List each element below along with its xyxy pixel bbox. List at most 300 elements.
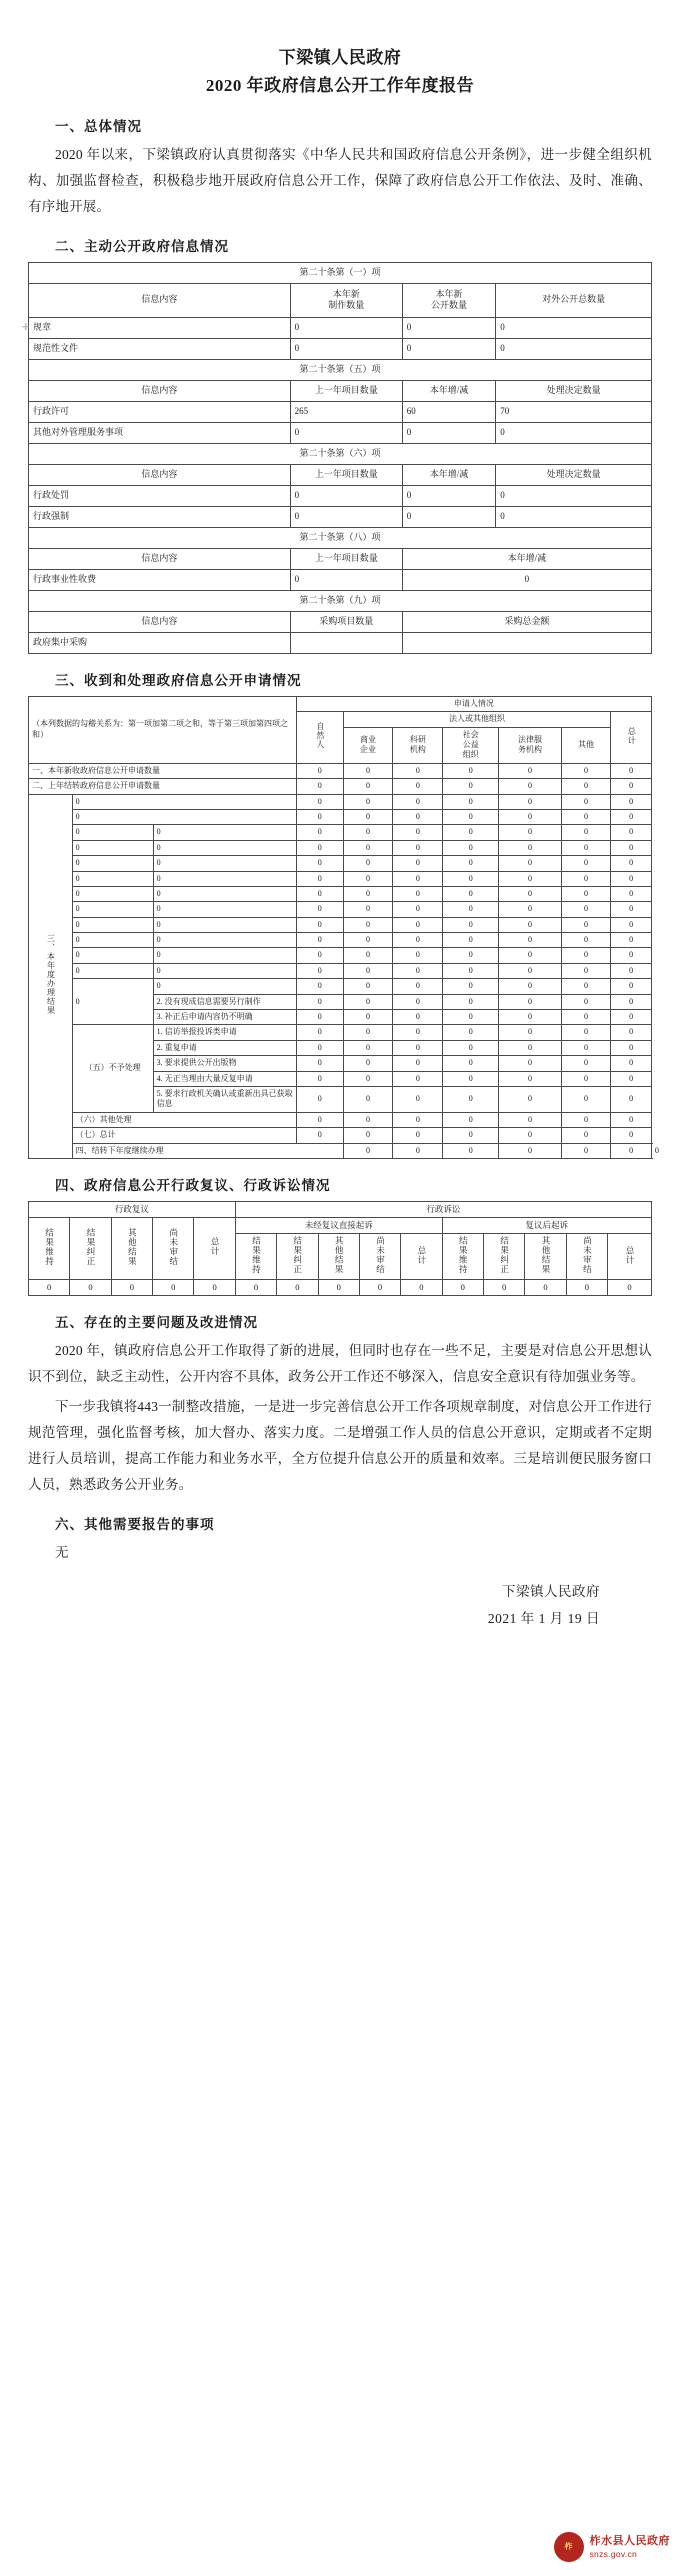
cell-value: 0	[343, 794, 393, 809]
cell-value: 0	[443, 902, 499, 917]
cell-value: 0	[561, 1128, 611, 1143]
cell-value: 0	[443, 856, 499, 871]
cell-value: 0	[402, 506, 495, 527]
cell-value	[402, 632, 651, 653]
cell-value: 0	[499, 871, 561, 886]
col-research: 科研 机构	[393, 727, 443, 763]
cell-value: 0	[393, 840, 443, 855]
col-d-pending: 尚未审结	[359, 1234, 400, 1280]
row-label-guizhang: 规章	[29, 317, 291, 338]
table-requests-handling	[28, 696, 659, 1159]
table-row	[29, 1280, 652, 1296]
government-emblem-icon: 柞	[554, 2532, 584, 2562]
cell-value: 265	[290, 401, 402, 422]
cell-value: 0	[561, 809, 611, 824]
cell-value: 0	[499, 1010, 561, 1025]
cell-value: 0	[296, 871, 343, 886]
col-info-content: 信息内容	[29, 464, 291, 485]
col-d-maintain: 结果维持	[235, 1234, 276, 1280]
cell-value: 0	[561, 794, 611, 809]
cell-value: 0	[343, 994, 393, 1009]
cell-value: 0	[290, 506, 402, 527]
table-row	[29, 979, 652, 994]
col-r-total: 总计	[194, 1217, 235, 1279]
cell-value: 0	[499, 1128, 561, 1143]
cell-value: 0	[343, 1010, 393, 1025]
col-year-change: 本年增/减	[402, 464, 495, 485]
cell-group-label: 0	[72, 794, 296, 809]
row-label-admin-license: 行政许可	[29, 401, 291, 422]
cell-value: 0	[296, 994, 343, 1009]
cell-value: 0	[499, 809, 561, 824]
cell-value: 0	[235, 1280, 276, 1296]
band-article20-6: 第二十条第（六）项	[29, 443, 652, 464]
row-label-admin-fee: 行政事业性收费	[29, 569, 291, 590]
cell-value: 0	[566, 1280, 607, 1296]
cell-value: 0	[296, 917, 343, 932]
table-row	[29, 422, 652, 443]
table-row	[29, 1112, 652, 1127]
table-row	[29, 338, 652, 359]
cell-value: 0	[393, 1025, 443, 1040]
subgroup-after-reconsideration: 复议后起诉	[442, 1217, 651, 1233]
cell-value: 0	[611, 1071, 651, 1086]
cell-sub-label: 0	[153, 825, 296, 840]
section-4-heading: 四、政府信息公开行政复议、行政诉讼情况	[55, 1177, 331, 1193]
cell-value: 0	[343, 871, 393, 886]
cell-value: 0	[443, 809, 499, 824]
cell-sub-label: 0	[153, 979, 296, 994]
cell-value: 0	[393, 948, 443, 963]
cell-value: 0	[194, 1280, 235, 1296]
table-row	[29, 506, 652, 527]
signature-block	[28, 1579, 652, 1632]
cell-value: 0	[296, 779, 343, 794]
cell-value: 0	[611, 794, 651, 809]
cell-value: 0	[343, 856, 393, 871]
cell-value: 0	[443, 948, 499, 963]
cell-value: 0	[443, 763, 499, 778]
cell-sub-label: 0	[153, 933, 296, 948]
cell-value: 60	[402, 401, 495, 422]
cell-value: 0	[443, 1040, 499, 1055]
cell-group-label: 0	[72, 963, 153, 978]
col-new-disclosed: 本年新 公开数量	[402, 283, 495, 317]
table-row	[29, 963, 652, 978]
cell-value: 0	[561, 1086, 611, 1112]
cell-value: 0	[343, 1086, 393, 1112]
cell-value: 0	[402, 317, 495, 338]
cell-value: 0	[499, 1086, 561, 1112]
cell-value: 0	[499, 886, 561, 901]
cell-value: 0	[483, 1280, 524, 1296]
cell-value: 0	[611, 948, 651, 963]
group6-label-other: （六）其他处理	[72, 1112, 296, 1127]
group-applicant: 申请人情况	[296, 696, 651, 711]
cell-value: 0	[499, 1025, 561, 1040]
cell-sub-label: 0	[153, 871, 296, 886]
cell-value: 0	[343, 917, 393, 932]
cell-sub-label: 0	[153, 902, 296, 917]
cell-value: 0	[443, 1143, 499, 1158]
cell-value: 0	[561, 979, 611, 994]
title-line-2: 2020 年政府信息公开工作年度报告	[205, 76, 475, 96]
row-label-admin-penalty: 行政处罚	[29, 485, 291, 506]
band-article20-8: 第二十条第（八）项	[29, 527, 652, 548]
cell-value: 0	[296, 763, 343, 778]
cell-value: 0	[70, 1280, 111, 1296]
cell-value: 0	[393, 809, 443, 824]
cell-value: 0	[296, 840, 343, 855]
row-label-other-services: 其他对外管理服务事项	[29, 422, 291, 443]
cell-value: 0	[296, 1040, 343, 1055]
cell-value: 0	[296, 1056, 343, 1071]
col-r-maintain: 结果维持	[29, 1217, 70, 1279]
col-total: 总计	[611, 712, 651, 764]
cell-value: 0	[343, 1071, 393, 1086]
cell-value: 0	[499, 1056, 561, 1071]
cell-value: 0	[611, 1112, 651, 1127]
section-2-heading: 二、主动公开政府信息情况	[55, 238, 229, 254]
cell-value: 0	[296, 979, 343, 994]
col-d-total: 总计	[401, 1234, 442, 1280]
col-prev-year-count: 上一年项目数量	[290, 380, 402, 401]
cell-value: 0	[343, 1143, 393, 1158]
cell-value: 0	[561, 1112, 611, 1127]
section-1-paragraph: 2020 年以来，下梁镇政府认真贯彻落实《中华人民共和国政府信息公开条例》，进一步健全组织机构、加强监督检查，积极稳步地开展政府信息公开工作，保障了政府信息公开工作依法、及时、准确、有序地开展。	[28, 147, 652, 214]
table-row	[29, 1128, 652, 1143]
cell-value: 0	[496, 506, 652, 527]
cell-group-label: 0	[72, 871, 153, 886]
cell-value: 0	[393, 1128, 443, 1143]
section-5-paragraph-1: 2020 年，镇政府信息公开工作取得了新的进展，但同时也存在一些不足，主要是对信息公开思想认识不到位，缺乏主动性，公开内容不具体，政务公开工作还不够深入，信息安全意识有待加强业务等。	[28, 1343, 652, 1385]
cell-value: 0	[611, 840, 651, 855]
cell-value: 0	[443, 979, 499, 994]
col-a-maintain: 结果维持	[442, 1234, 483, 1280]
row-label-normative: 规范性文件	[29, 338, 291, 359]
cell-group-label: 0	[72, 840, 153, 855]
cell-value: 0	[393, 763, 443, 778]
section-6-heading: 六、其他需要报告的事项	[55, 1516, 215, 1532]
col-natural-person: 自然人	[296, 712, 343, 764]
row-label-central-procurement: 政府集中采购	[29, 632, 291, 653]
col-prev-year-count: 上一年项目数量	[290, 464, 402, 485]
cell-value: 0	[561, 886, 611, 901]
cell-value: 0	[499, 933, 561, 948]
site-name: 柞水县人民政府	[589, 2534, 670, 2547]
col-info-content: 信息内容	[29, 548, 291, 569]
cell-value: 0	[561, 902, 611, 917]
cell-value: 0	[611, 763, 651, 778]
cell-value: 0	[343, 1056, 393, 1071]
row-label-admin-coercion: 行政强制	[29, 506, 291, 527]
cell-value: 0	[402, 422, 495, 443]
cell-value: 0	[561, 948, 611, 963]
cell-value: 0	[393, 902, 443, 917]
cell-group-label: 0	[72, 886, 153, 901]
cell-value: 0	[343, 809, 393, 824]
cell-value: 0	[443, 1071, 499, 1086]
cell-sub-label: 2. 没有现成信息需要另行制作	[153, 994, 296, 1009]
table-row	[29, 948, 652, 963]
cell-value: 0	[290, 569, 402, 590]
cell-value: 0	[443, 1112, 499, 1127]
table-row	[29, 779, 652, 794]
cell-sub-label: 0	[153, 886, 296, 901]
section-1-heading: 一、总体情况	[55, 119, 142, 135]
cell-value: 0	[393, 871, 443, 886]
cell-sub-label: 1. 信访举报投诉类申请	[153, 1025, 296, 1040]
cell-value: 0	[611, 1040, 651, 1055]
cell-value: 0	[343, 1025, 393, 1040]
table-note: （本列数据的勾稽关系为：第一项加第二项之和，等于第三项加第四项之和）	[29, 696, 297, 763]
col-d-corrected: 结果纠正	[277, 1234, 318, 1280]
cell-group-label: 0	[72, 933, 153, 948]
cell-value: 0	[443, 779, 499, 794]
col-r-corrected: 结果纠正	[70, 1217, 111, 1279]
cell-value: 0	[393, 886, 443, 901]
cell-value: 0	[499, 948, 561, 963]
cell-value: 0	[296, 794, 343, 809]
subgroup-direct-litigation: 未经复议直接起诉	[235, 1217, 442, 1233]
cell-value: 0	[496, 317, 652, 338]
cell-value: 0	[561, 963, 611, 978]
cell-value: 0	[499, 994, 561, 1009]
cell-value: 0	[393, 1056, 443, 1071]
cell-value: 0	[611, 886, 651, 901]
cell-sub-label: 2. 重复申请	[153, 1040, 296, 1055]
cell-value: 0	[393, 1112, 443, 1127]
cell-value: 0	[343, 840, 393, 855]
cell-value: 0	[499, 1143, 561, 1158]
cell-value: 0	[443, 994, 499, 1009]
cell-value: 0	[443, 1086, 499, 1112]
col-new-made: 本年新 制作数量	[290, 283, 402, 317]
cell-value: 0	[561, 871, 611, 886]
row-label-carry-next-year: 四、结转下年度继续办理	[72, 1143, 343, 1158]
band-article20-1: 第二十条第（一）项	[29, 262, 652, 283]
cell-value: 0	[561, 1071, 611, 1086]
cell-value: 0	[359, 1280, 400, 1296]
cell-value: 0	[561, 1010, 611, 1025]
cell-value: 0	[296, 948, 343, 963]
col-a-pending: 尚未审结	[566, 1234, 607, 1280]
table-row	[29, 1025, 652, 1040]
cell-value: 0	[561, 1040, 611, 1055]
col-r-other: 其他结果	[111, 1217, 152, 1279]
table-row	[29, 401, 652, 422]
col-a-total: 总计	[608, 1234, 652, 1280]
cell-value: 0	[296, 886, 343, 901]
group-admin-litigation: 行政诉讼	[235, 1201, 651, 1217]
col-procurement-amount: 采购总金额	[402, 611, 651, 632]
col-decision-count: 处理决定数量	[496, 464, 652, 485]
cell-value: 0	[290, 485, 402, 506]
table-reconsideration-litigation	[28, 1201, 652, 1296]
cell-value: 0	[343, 763, 393, 778]
cell-value: 0	[499, 779, 561, 794]
cell-value: 0	[29, 1280, 70, 1296]
cell-value: 0	[496, 422, 652, 443]
table-row	[29, 825, 652, 840]
cell-value: 0	[296, 1128, 343, 1143]
cell-value: 0	[561, 1025, 611, 1040]
col-r-pending: 尚未审结	[153, 1217, 194, 1279]
cell-value: 0	[393, 1071, 443, 1086]
cell-group-label: 0	[72, 902, 153, 917]
cell-value: 0	[343, 886, 393, 901]
col-year-change: 本年增/减	[402, 380, 495, 401]
cell-value: 0	[499, 979, 561, 994]
cell-value: 0	[393, 1143, 443, 1158]
cell-value: 0	[611, 825, 651, 840]
cell-sub-label: 0	[153, 963, 296, 978]
title-line-1: 下梁镇人民政府	[278, 48, 402, 67]
col-a-corrected: 结果纠正	[483, 1234, 524, 1280]
signature-org: 下梁镇人民政府	[502, 1584, 600, 1600]
section-3-heading: 三、收到和处理政府信息公开申请情况	[55, 672, 302, 688]
cell-value: 0	[561, 1056, 611, 1071]
cell-value: 0	[443, 1056, 499, 1071]
cell-value: 0	[561, 763, 611, 778]
cell-value: 0	[290, 317, 402, 338]
cell-value: 0	[561, 825, 611, 840]
table-move-handle-icon[interactable]: ✛	[22, 322, 30, 332]
cell-group-label: 0	[72, 856, 153, 871]
cell-value: 0	[343, 825, 393, 840]
cell-value: 0	[296, 1112, 343, 1127]
cell-sub-label: 0	[153, 948, 296, 963]
table-row	[29, 871, 652, 886]
cell-sub-label: 3. 要求提供公开出版物	[153, 1056, 296, 1071]
cell-value: 0	[393, 917, 443, 932]
cell-value: 0	[611, 917, 651, 932]
group-admin-reconsideration: 行政复议	[29, 1201, 236, 1217]
col-procurement-count: 采购项目数量	[290, 611, 402, 632]
cell-value: 0	[611, 963, 651, 978]
col-total-public: 对外公开总数量	[496, 283, 652, 317]
group-year-results: 三、本年度办理结果	[29, 794, 73, 1158]
cell-value: 0	[393, 1010, 443, 1025]
cell-value: 0	[343, 948, 393, 963]
cell-sub-label: 5. 要求行政机关确认或重新出具已获取信息	[153, 1086, 296, 1112]
cell-sub-label: 0	[153, 856, 296, 871]
table-row	[29, 917, 652, 932]
section-6-content: 无	[55, 1544, 69, 1560]
group5-label-no-handling: （五）不予处理	[72, 1025, 153, 1112]
col-decision-count: 处理决定数量	[496, 380, 652, 401]
cell-group-label: 0	[72, 825, 153, 840]
cell-value: 0	[496, 338, 652, 359]
cell-value: 0	[561, 840, 611, 855]
cell-value: 0	[561, 779, 611, 794]
cell-value: 0	[402, 485, 495, 506]
cell-value: 0	[443, 963, 499, 978]
cell-value: 0	[296, 1010, 343, 1025]
band-article20-5: 第二十条第（五）项	[29, 359, 652, 380]
cell-value: 0	[296, 825, 343, 840]
row-label-carried-over: 二、上年结转政府信息公开申请数量	[29, 779, 297, 794]
site-domain: snzs.gov.cn	[589, 2548, 638, 2559]
cell-value: 0	[443, 825, 499, 840]
cell-value: 0	[611, 1056, 651, 1071]
cell-value: 0	[499, 1112, 561, 1127]
cell-value: 0	[343, 1128, 393, 1143]
group7-label-total: （七）总计	[72, 1128, 296, 1143]
cell-sub-label: 0	[153, 840, 296, 855]
cell-value: 0	[393, 825, 443, 840]
cell-value: 0	[393, 994, 443, 1009]
cell-value: 0	[611, 809, 651, 824]
col-info-content: 信息内容	[29, 283, 291, 317]
col-a-other: 其他结果	[525, 1234, 566, 1280]
cell-value: 0	[611, 871, 651, 886]
cell-value: 0	[296, 1071, 343, 1086]
cell-value: 0	[393, 933, 443, 948]
cell-value: 0	[499, 1071, 561, 1086]
row-label-new-requests: 一、本年新收政府信息公开申请数量	[29, 763, 297, 778]
col-d-other: 其他结果	[318, 1234, 359, 1280]
cell-value: 0	[443, 886, 499, 901]
cell-sub-label: 0	[153, 917, 296, 932]
table-row	[29, 317, 652, 338]
cell-group-label: 0	[72, 948, 153, 963]
col-info-content: 信息内容	[29, 611, 291, 632]
cell-value: 0	[611, 856, 651, 871]
cell-value: 0	[343, 979, 393, 994]
cell-value: 0	[611, 1086, 651, 1112]
cell-value	[290, 632, 402, 653]
cell-value: 0	[402, 569, 651, 590]
cell-value: 0	[611, 1025, 651, 1040]
cell-value: 0	[442, 1280, 483, 1296]
cell-value: 0	[443, 871, 499, 886]
col-prev-year-count: 上一年项目数量	[290, 548, 402, 569]
cell-value: 0	[499, 1040, 561, 1055]
cell-value: 70	[496, 401, 652, 422]
cell-value: 0	[393, 1040, 443, 1055]
cell-value: 0	[343, 1040, 393, 1055]
cell-value: 0	[443, 933, 499, 948]
cell-value: 0	[611, 933, 651, 948]
cell-value: 0	[402, 338, 495, 359]
section-5-paragraph-2: 下一步我镇将443一制整改措施，一是进一步完善信息公开工作各项规章制度，对信息公开工作进行规范管理，强化监督考核，加大督办、落实力度。二是增强工作人员的信息公开意识，定期或者不定期进行人员培训，提高工作能力和业务水平，全方位提升信息公开的质量和效率。三是培训便民服务窗口人员，熟悉政务公开业务。	[28, 1398, 652, 1492]
cell-value: 0	[611, 779, 651, 794]
cell-value: 0	[611, 1143, 651, 1158]
cell-value: 0	[611, 1128, 651, 1143]
table-row	[29, 569, 652, 590]
cell-value: 0	[496, 485, 652, 506]
col-business: 商业 企业	[343, 727, 393, 763]
col-info-content: 信息内容	[29, 380, 291, 401]
cell-value: 0	[499, 840, 561, 855]
cell-value: 0	[343, 963, 393, 978]
table-row	[29, 902, 652, 917]
cell-value: 0	[401, 1280, 442, 1296]
cell-value: 0	[443, 1128, 499, 1143]
table-row	[29, 763, 652, 778]
section-5-heading: 五、存在的主要问题及改进情况	[55, 1315, 258, 1331]
group4-label: 0	[72, 979, 153, 1025]
cell-value: 0	[499, 856, 561, 871]
table-active-disclosure	[28, 262, 652, 654]
cell-value: 0	[499, 825, 561, 840]
cell-value: 0	[499, 963, 561, 978]
col-legal-service: 法律服 务机构	[499, 727, 561, 763]
cell-value: 0	[611, 994, 651, 1009]
table-row	[29, 840, 652, 855]
table-row	[29, 886, 652, 901]
